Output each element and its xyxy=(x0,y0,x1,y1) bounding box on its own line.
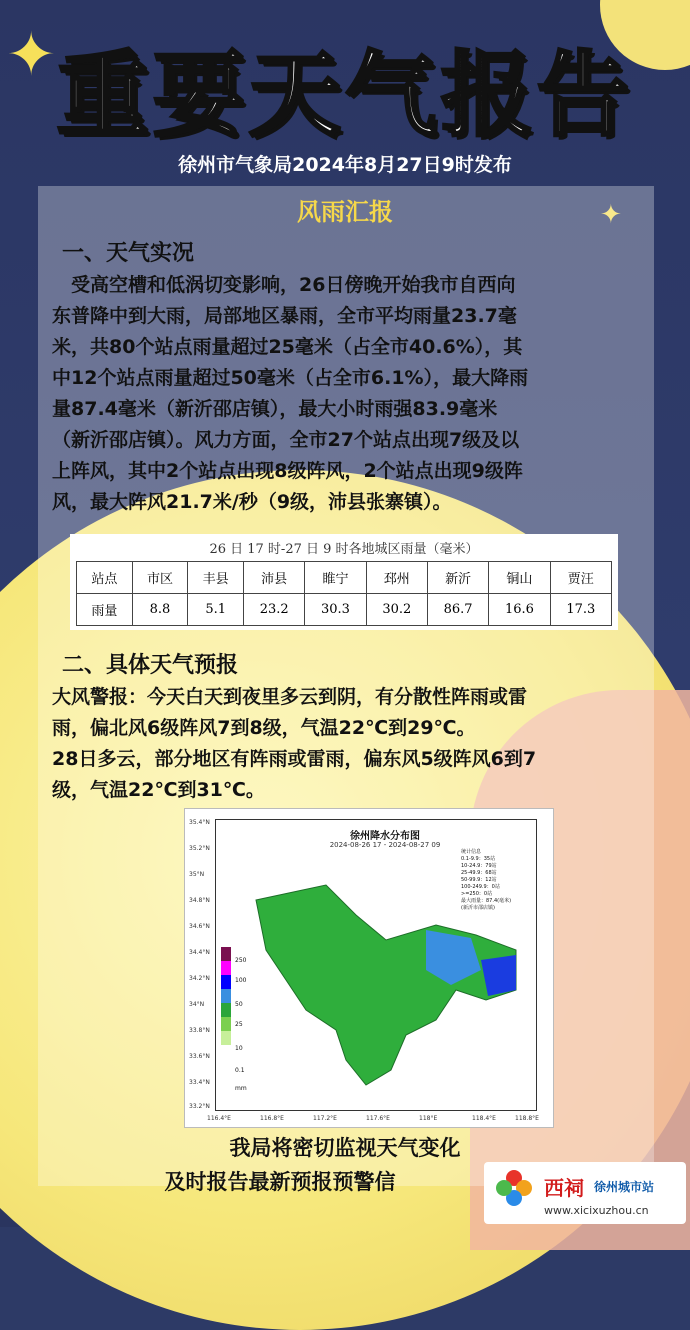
table-row xyxy=(77,562,612,594)
table-header-cell: 贾汪 xyxy=(550,562,611,594)
logo-url: www.xicixuzhou.cn xyxy=(544,1204,649,1217)
forecast-line: 雨，偏北风6级阵风7到8级，气温22℃到29℃。 xyxy=(52,717,476,739)
table-cell: 30.2 xyxy=(366,594,427,626)
y-tick-label: 34°N xyxy=(189,1001,205,1008)
legend-label: 250 xyxy=(235,957,247,964)
legend-swatch xyxy=(221,961,231,975)
table-header-cell: 睢宁 xyxy=(305,562,366,594)
stat-line: (新沂市邵店镇) xyxy=(461,905,495,911)
table-header-cell: 站点 xyxy=(77,562,133,594)
observed-paragraph xyxy=(52,270,650,518)
table-header-cell: 沛县 xyxy=(244,562,305,594)
page-title: 重要天气报告 xyxy=(56,42,633,149)
y-tick-label: 33.8°N xyxy=(189,1027,210,1034)
table-cell: 16.6 xyxy=(489,594,550,626)
legend-swatch xyxy=(221,1031,231,1045)
y-tick-label: 33.4°N xyxy=(189,1079,210,1086)
table-header-cell: 新沂 xyxy=(427,562,488,594)
observed-line: 上阵风，其中2个站点出现8级阵风，2个站点出现9级阵 xyxy=(52,460,523,482)
legend-label: mm xyxy=(235,1085,247,1092)
observed-line: 米，共80个站点雨量超过25毫米（占全市40.6%），其 xyxy=(52,336,523,358)
table-cell: 86.7 xyxy=(427,594,488,626)
table-cell: 雨量 xyxy=(77,594,133,626)
observed-heading: 一、天气实况 xyxy=(62,241,195,266)
stat-line: 25-49.9：68站 xyxy=(461,870,497,876)
map-stats xyxy=(461,849,511,912)
stat-line: 0.1-9.9：35站 xyxy=(461,856,496,862)
y-tick-label: 34.8°N xyxy=(189,897,210,904)
table-header-cell: 邳州 xyxy=(366,562,427,594)
closing-line: 及时报告最新预报预警信 xyxy=(164,1170,396,1194)
stat-line: 统计信息 xyxy=(461,849,482,855)
x-tick-label: 116.8°E xyxy=(260,1115,284,1122)
legend-swatch xyxy=(221,1017,231,1031)
y-tick-label: 35°N xyxy=(189,871,205,878)
legend-swatch xyxy=(221,989,231,1003)
closing-line: 我局将密切监视天气变化 xyxy=(229,1136,461,1160)
table-header-cell: 市区 xyxy=(132,562,188,594)
y-tick-label: 33.2°N xyxy=(189,1103,210,1110)
table-cell: 17.3 xyxy=(550,594,611,626)
logo-flower-icon xyxy=(494,1168,534,1208)
table-row xyxy=(77,594,612,626)
map-title: 徐州降水分布图 xyxy=(350,831,420,842)
forecast-line: 级，气温22℃到31℃。 xyxy=(52,779,265,801)
y-tick-label: 34.4°N xyxy=(189,949,210,956)
x-tick-label: 116.4°E xyxy=(207,1115,231,1122)
legend-swatch xyxy=(221,947,231,961)
x-tick-label: 117.2°E xyxy=(313,1115,337,1122)
y-tick-label: 33.6°N xyxy=(189,1053,210,1060)
observed-line: 量87.4毫米（新沂邵店镇），最大小时雨强83.9毫米 xyxy=(52,398,498,420)
table-cell: 30.3 xyxy=(305,594,366,626)
legend-label: 25 xyxy=(235,1021,243,1028)
observed-line: 风，最大阵风21.7米/秒（9级，沛县张寨镇）。 xyxy=(52,491,452,513)
legend-label: 10 xyxy=(235,1045,243,1052)
x-tick-label: 117.6°E xyxy=(366,1115,390,1122)
logo-chars: 西祠 xyxy=(544,1176,584,1200)
table-cell: 5.1 xyxy=(188,594,244,626)
stat-line: 100-249.9：0站 xyxy=(461,884,500,890)
x-tick-label: 118°E xyxy=(419,1115,438,1122)
observed-line: 受高空槽和低涡切变影响，26日傍晚开始我市自西向 xyxy=(52,274,516,296)
legend-label: 100 xyxy=(235,977,247,984)
section-heading: 风雨汇报 xyxy=(297,198,393,226)
stat-line: 50-99.9：12站 xyxy=(461,877,497,883)
legend-swatch xyxy=(221,1003,231,1017)
map-legend xyxy=(221,947,231,1045)
y-tick-label: 35.4°N xyxy=(189,819,210,826)
stat-line: >=250：0站 xyxy=(461,891,493,897)
forecast-heading: 二、具体天气预报 xyxy=(62,653,239,678)
site-logo[interactable] xyxy=(484,1162,686,1224)
stat-line: 10-24.9：79站 xyxy=(461,863,497,869)
table-header-cell: 铜山 xyxy=(489,562,550,594)
star-icon: ✦ xyxy=(6,20,57,90)
map-subtitle: 2024-08-26 17 - 2024-08-27 09 xyxy=(329,841,441,849)
table-caption: 26 日 17 时-27 日 9 时各地城区雨量（毫米） xyxy=(209,542,479,557)
observed-line: （新沂邵店镇）。风力方面，全市27个站点出现7级及以 xyxy=(52,429,520,451)
forecast-paragraph xyxy=(52,682,650,806)
forecast-line: 28日多云，部分地区有阵雨或雷雨，偏东风5级阵风6到7 xyxy=(52,748,537,770)
issuer-line: 徐州市气象局2024年8月27日9时发布 xyxy=(178,154,512,176)
legend-swatch xyxy=(221,975,231,989)
legend-label: 50 xyxy=(235,1001,243,1008)
y-tick-label: 35.2°N xyxy=(189,845,210,852)
table-header-cell: 丰县 xyxy=(188,562,244,594)
table-cell: 8.8 xyxy=(132,594,188,626)
forecast-line: 大风警报：今天白天到夜里多云到阴，有分散性阵雨或雷 xyxy=(52,686,528,708)
legend-label: 0.1 xyxy=(235,1067,245,1074)
x-tick-label: 118.4°E xyxy=(472,1115,496,1122)
x-tick-label: 118.8°E xyxy=(515,1115,539,1122)
observed-line: 东普降中到大雨，局部地区暴雨，全市平均雨量23.7毫 xyxy=(52,305,517,327)
rain-table-grid xyxy=(76,561,612,626)
observed-line: 中12个站点雨量超过50毫米（占全市6.1%），最大降雨 xyxy=(52,367,529,389)
star-icon: ✦ xyxy=(600,200,622,230)
y-tick-label: 34.2°N xyxy=(189,975,210,982)
rain-distribution-map xyxy=(184,808,554,1128)
table-cell: 23.2 xyxy=(244,594,305,626)
y-tick-label: 34.6°N xyxy=(189,923,210,930)
logo-name: 徐州城市站 xyxy=(594,1180,655,1194)
rain-table xyxy=(70,534,618,630)
stat-line: 最大雨量：87.4(毫米) xyxy=(461,898,512,904)
